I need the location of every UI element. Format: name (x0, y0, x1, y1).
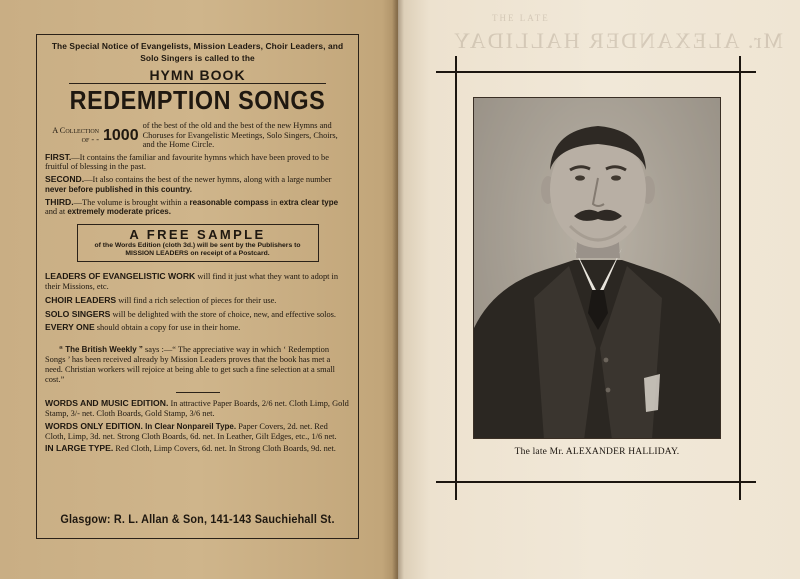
solo-point (45, 310, 350, 320)
solo-lead: SOLO SINGERS (45, 308, 111, 319)
advertisement-box (36, 34, 359, 539)
hymn-book-heading: HYMN BOOK (149, 67, 246, 83)
editions-list (45, 399, 350, 454)
words-music-lead: WORDS AND MUSIC EDITION. (45, 398, 169, 409)
free-sample-title: A FREE SAMPLE (129, 227, 266, 243)
words-only-strong: In Clear Nonpareil Type. (142, 421, 237, 431)
leaders-text: will find it just what they want to adopt in their Missions, etc. (45, 272, 339, 292)
bleed-through-small: THE LATE (492, 13, 550, 23)
third-strong-a: reasonable compass (189, 197, 269, 207)
leaders-lead: LEADERS OF EVANGELISTIC WORK (45, 271, 196, 282)
large-type-text: Red Cloth, Limp Covers, 6d. net. In Strong Cloth Boards, 9d. net. (113, 444, 336, 454)
collection-line (45, 121, 350, 150)
third-strong-c: extremely moderate prices. (67, 207, 171, 217)
heading-rule (69, 83, 326, 84)
choir-lead: CHOIR LEADERS (45, 294, 117, 305)
bleed-through-large: Mr. ALEXANDER HALLIDAY (452, 28, 784, 53)
choir-point (45, 296, 350, 306)
frame-top-line (436, 71, 756, 73)
large-type-edition (45, 444, 350, 454)
portrait-photo (473, 97, 721, 439)
section-rule (176, 392, 220, 393)
words-music-edition (45, 399, 350, 419)
portrait-photo-icon (474, 98, 721, 439)
large-type-lead: IN LARGE TYPE. (45, 443, 114, 454)
frame-left-line (455, 56, 457, 500)
third-text-b: in (268, 197, 280, 207)
third-text-a: —The volume is brought within a (73, 197, 190, 207)
words-music-text: In attractive Paper Boards, 2/6 net. Cloth Limp, Gold Stamp, 3/- net. Cloth Boards, Gold Stamp, 3/6 net. (45, 399, 349, 419)
words-only-edition (45, 422, 350, 442)
third-strong-b: extra clear type (279, 197, 339, 207)
second-strong: never before published in this country. (45, 184, 192, 194)
first-lead: FIRST. (45, 151, 72, 162)
british-weekly-quote (45, 345, 350, 385)
portrait-caption: The late Mr. ALEXANDER HALLIDAY. (514, 447, 680, 457)
words-only-lead: WORDS ONLY EDITION. (45, 420, 143, 431)
collection-prefix: A Collection of - - (52, 125, 99, 145)
everyone-point (45, 323, 350, 333)
second-text: —It also contains the best of the newer hymns, along with a large number (84, 175, 332, 185)
third-point (45, 198, 350, 218)
words-only-text: Paper Covers, 2d. net. Red Cloth, Limp, 3d. net. Strong Cloth Boards, 6d. net. In Leather, Gilt Edges, etc., 1/6 net. (45, 421, 337, 441)
frame-bottom-line (436, 481, 756, 483)
third-lead: THIRD. (45, 196, 74, 207)
british-weekly-text: says :—“ The appreciative way in which ‘ Redemption Songs ’ has been received already by Mission Leaders proves that the book has met a need. Christian workers will rejoice at being able to get such a fine selection at a small cost.” (45, 345, 336, 385)
frame-right-line (739, 56, 741, 500)
first-text: —It contains the familiar and favourite hymns which have been proved to be fruitful of blessing in the past. (45, 152, 329, 172)
publisher-line: Glasgow: R. L. Allan & Son, 141-143 Sauchiehall St. (60, 512, 335, 526)
british-weekly-lead: “ The British Weekly ” (59, 345, 143, 355)
everyone-text: should obtain a copy for use in their home. (94, 323, 241, 333)
third-text-c: and at (45, 207, 68, 217)
advertisement-content (45, 41, 350, 526)
everyone-lead: EVERY ONE (45, 322, 95, 333)
collection-number: 1000 (103, 126, 139, 144)
audience-group (45, 272, 350, 333)
second-lead: SECOND. (45, 174, 85, 185)
collection-description: of the best of the old and the best of the new Hymns and Choruses for Evangelistic Meetings, Solo Singers, Choirs, and the Home Circle. (142, 121, 338, 149)
page-gutter (392, 0, 404, 579)
second-point (45, 175, 350, 195)
free-sample-text: of the Words Edition (cloth 3d.) will be sent by the Publishers to MISSION LEADERS on receipt of a Postcard. (94, 242, 301, 258)
choir-text: will find a rich selection of pieces for their use. (116, 295, 277, 305)
free-sample-box (77, 224, 319, 262)
leaders-point (45, 272, 350, 292)
book-title: REDEMPTION SONGS (69, 85, 326, 115)
notice-text: The Special Notice of Evangelists, Mission Leaders, Choir Leaders, and Solo Singers is called to the (51, 41, 344, 63)
first-point (45, 153, 350, 173)
solo-text: will be delighted with the store of choice, new, and effective solos. (110, 309, 337, 319)
